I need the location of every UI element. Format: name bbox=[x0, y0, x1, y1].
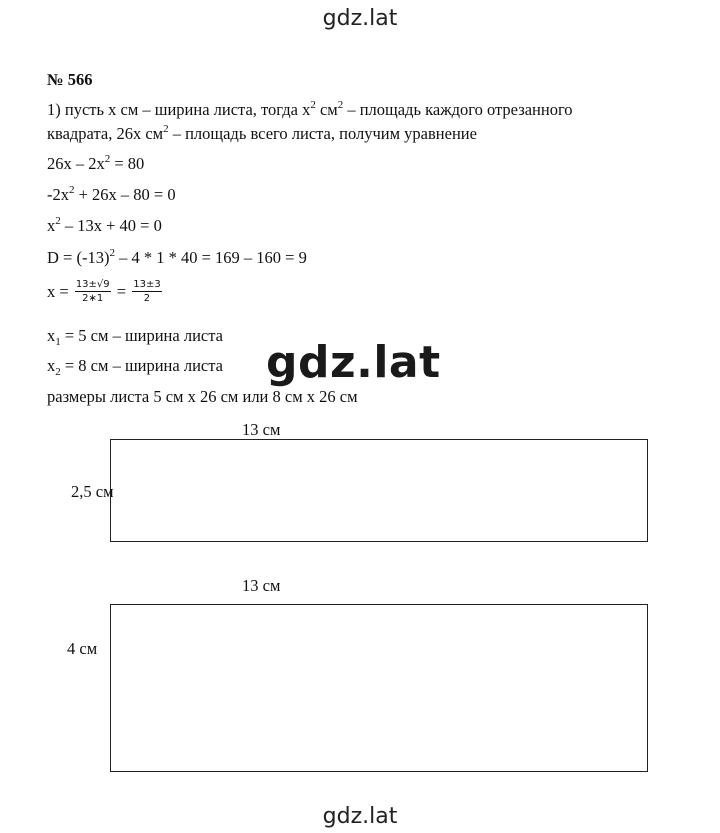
equation-3: $x^2 - 13x + 40 = 0$ bbox=[47, 215, 162, 235]
fraction-1: $\frac{13\pm√9}{2∗1}$ bbox=[75, 279, 110, 304]
figure2-side-label: 4 см bbox=[67, 639, 98, 658]
text-line-1: 1) пусть x см – ширина листа, тогда $x^2$ $см^2$ – площадь каждого отрезанного bbox=[47, 99, 573, 119]
root-2: $x_2 = 8$ см – ширина листа bbox=[47, 356, 223, 378]
answer-line: размеры листа 5 см x 26 см или 8 см x 26 см bbox=[47, 387, 358, 406]
watermark-top: gdz.lat bbox=[322, 6, 398, 31]
text-line-2: квадрата, 26x $см^2$ – площадь всего листа, получим уравнение bbox=[47, 123, 477, 143]
figure2-rectangle bbox=[110, 604, 648, 772]
watermark-bottom: gdz.lat bbox=[322, 804, 398, 829]
figure1-top-label: 13 см bbox=[242, 420, 281, 439]
discriminant-line: $D = (-13)^2 - 4 * 1 * 40 = 169 - 160 = 9$ bbox=[47, 247, 307, 267]
figure1-rectangle bbox=[110, 439, 648, 542]
root-1: $x_1 = 5$ см – ширина листа bbox=[47, 326, 223, 348]
figure1-side-label: 2,5 см bbox=[71, 482, 114, 501]
watermark-middle: gdz.lat bbox=[266, 337, 441, 388]
equation-2: $-2x^2 + 26x - 80 = 0$ bbox=[47, 184, 176, 204]
equation-1: $26x - 2x^2 = 80$ bbox=[47, 153, 145, 173]
roots-formula: x = $\frac{13\pm√9}{2∗1}$ = $\frac{13\pm 3}{2}$ bbox=[47, 279, 161, 304]
fraction-2: $\frac{13\pm 3}{2}$ bbox=[133, 279, 161, 304]
figure2-top-label: 13 см bbox=[242, 576, 281, 595]
problem-number: № 566 bbox=[47, 70, 93, 89]
